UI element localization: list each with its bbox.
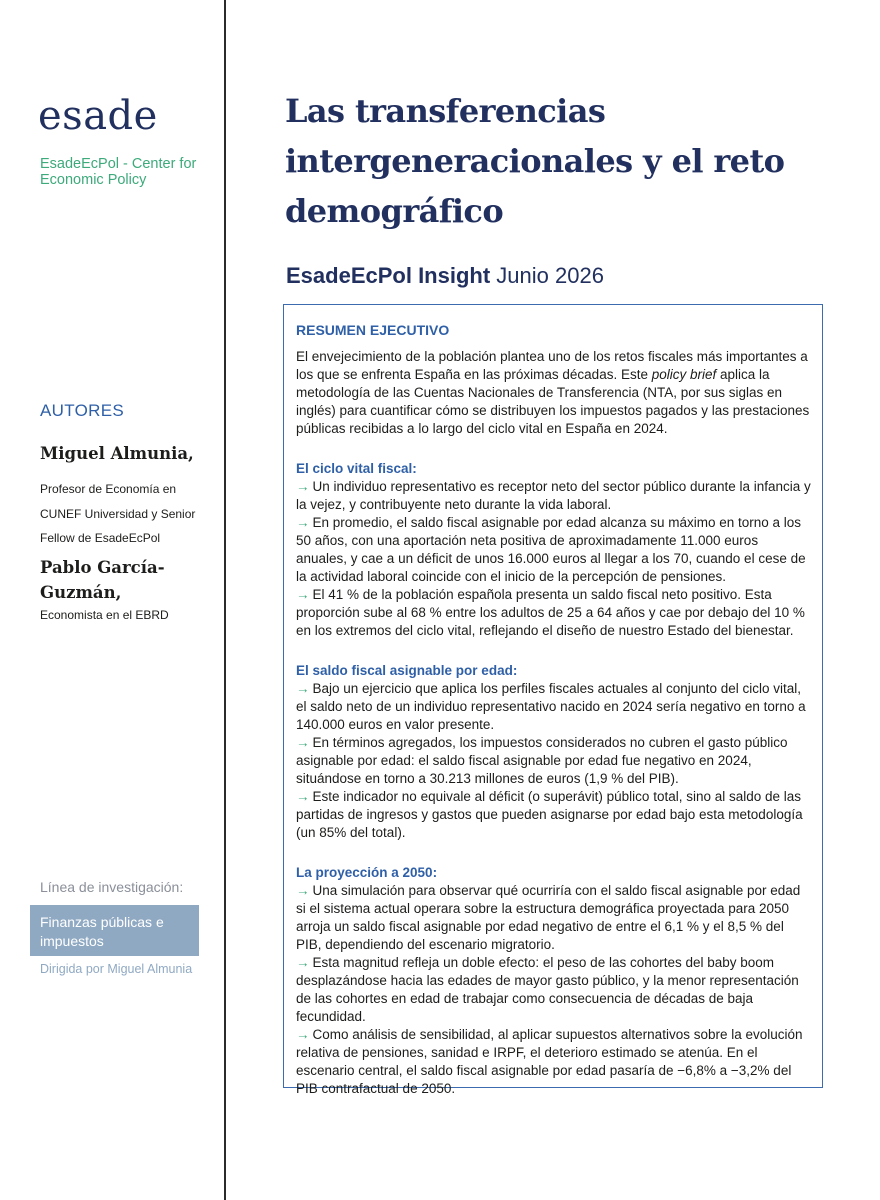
executive-summary-content: [296, 322, 812, 1098]
arrow-right-icon: →: [296, 515, 310, 530]
bullet-text: El 41 % de la población española presenta un saldo fiscal neto positivo. Esta proporción sube al 68 % entre los adultos de 25 a 64 años y cae por debajo del 10 % en los extremos del ciclo vital, reflejando el diseño de nuestro Estado del bienestar.: [296, 587, 805, 638]
bullet-item: [296, 514, 812, 586]
series-name: EsadeEcPol Insight: [286, 263, 491, 288]
arrow-right-icon: →: [296, 1027, 310, 1042]
intro-text: El envejecimiento de la población plantea uno de los retos fiscales más importantes a los que se enfrenta España en las próximas décadas. Este: [296, 349, 808, 382]
author-name: Pablo García-Guzmán,: [40, 558, 165, 602]
research-line-box[interactable]: [30, 905, 199, 956]
bullet-text: Este indicador no equivale al déficit (o superávit) público total, sino al saldo de las partidas de ingresos y gastos que pueden asignarse por edad bajo esta metodología (un 85% del total).: [296, 789, 803, 840]
author-description: Economista en el EBRD: [40, 608, 169, 622]
summary-title: RESUMEN EJECUTIVO: [296, 322, 450, 338]
bullet-text: En términos agregados, los impuestos considerados no cubren el gasto público asignable por edad: el saldo fiscal asignable por edad fue negativo en 2024, situándose en torno a 30.213 millones de euros (1,9 % del PIB).: [296, 735, 788, 786]
bullet-text: Bajo un ejercicio que aplica los perfiles fiscales actuales al conjunto del ciclo vital, el saldo neto de un individuo representativo nacido en 2024 sería negativo en torno a 140.000 euros en valor presente.: [296, 681, 806, 732]
section-heading: El saldo fiscal asignable por edad:: [296, 663, 518, 678]
vertical-divider: [224, 0, 226, 1200]
bullet-item: [296, 478, 812, 514]
arrow-right-icon: →: [296, 883, 310, 898]
bullet-item: [296, 734, 812, 788]
section-heading: El ciclo vital fiscal:: [296, 461, 417, 476]
document-title: Las transferencias intergeneracionales y el reto demográfico: [285, 92, 785, 230]
bullet-text: Una simulación para observar qué ocurriría con el saldo fiscal asignable por edad si el sistema actual operara sobre la estructura demográfica proyectada para 2050 arroja un saldo fiscal asignable por edad negativo de entre el 6,1 % y el 8,5 % del PIB, dependiendo del escenario migratorio.: [296, 883, 801, 952]
bullet-item: [296, 586, 812, 640]
bullet-item: [296, 1026, 812, 1098]
bullet-text: Esta magnitud refleja un doble efecto: el peso de las cohortes del baby boom desplazándose hacia las edades de mayor gasto público, y la menor representación de las cohortes en edad de trabajar como consecuencia de décadas de baja fecundidad.: [296, 955, 799, 1024]
section-heading: La proyección a 2050:: [296, 865, 438, 880]
arrow-right-icon: →: [296, 587, 310, 602]
publication-date: Junio 2026: [496, 263, 604, 288]
intro-italic: policy brief: [651, 367, 717, 382]
arrow-right-icon: →: [296, 479, 310, 494]
authors-heading: AUTORES: [40, 401, 124, 420]
author-name: Miguel Almunia,: [40, 444, 194, 463]
executive-summary-box: [283, 304, 823, 1096]
center-name: EsadeEcPol - Center for Economic Policy: [40, 156, 197, 188]
research-line-label: Línea de investigación:: [40, 879, 184, 895]
bullet-item: [296, 882, 812, 954]
summary-intro: [296, 348, 812, 438]
arrow-right-icon: →: [296, 681, 310, 696]
author-description: Profesor de Economía en CUNEF Universidad y Senior Fellow de EsadeEcPol: [40, 482, 196, 545]
publication-line: [286, 263, 604, 289]
research-line-director: Dirigida por Miguel Almunia: [40, 962, 193, 976]
bullet-text: En promedio, el saldo fiscal asignable por edad alcanza su máximo en torno a los 50 años, con una aportación neta positiva de aproximadamente 11.000 euros anuales, y cae a un déficit de unos 16.000 euros al llegar a los 70, cuando el cese de la actividad laboral coincide con el inicio de la percepción de pensiones.: [296, 515, 806, 584]
bullet-item: [296, 680, 812, 734]
bullet-text: Un individuo representativo es receptor neto del sector público durante la infancia y la vejez, y contribuyente neto durante la vida laboral.: [296, 479, 811, 512]
arrow-right-icon: →: [296, 955, 310, 970]
research-line-topic: Finanzas públicas e impuestos: [40, 914, 164, 949]
intro-text: aplica la metodología de las Cuentas Nacionales de Transferencia (NTA, por sus siglas en inglés) para cuantificar cómo se distribuyen los impuestos pagados y las prestaciones públicas recibidas a lo largo del ciclo vital en España en 2024.: [296, 367, 810, 436]
bullet-text: Como análisis de sensibilidad, al aplicar supuestos alternativos sobre la evolución relativa de pensiones, sanidad e IRPF, el deterioro estimado se atenúa. En el escenario central, el saldo fiscal asignable por edad pasaría de −6,8% a −3,2% del PIB contrafactual de 2050.: [296, 1027, 803, 1096]
arrow-right-icon: →: [296, 789, 310, 804]
bullet-item: [296, 788, 812, 842]
esade-logo: esade: [38, 93, 158, 139]
bullet-item: [296, 954, 812, 1026]
arrow-right-icon: →: [296, 735, 310, 750]
